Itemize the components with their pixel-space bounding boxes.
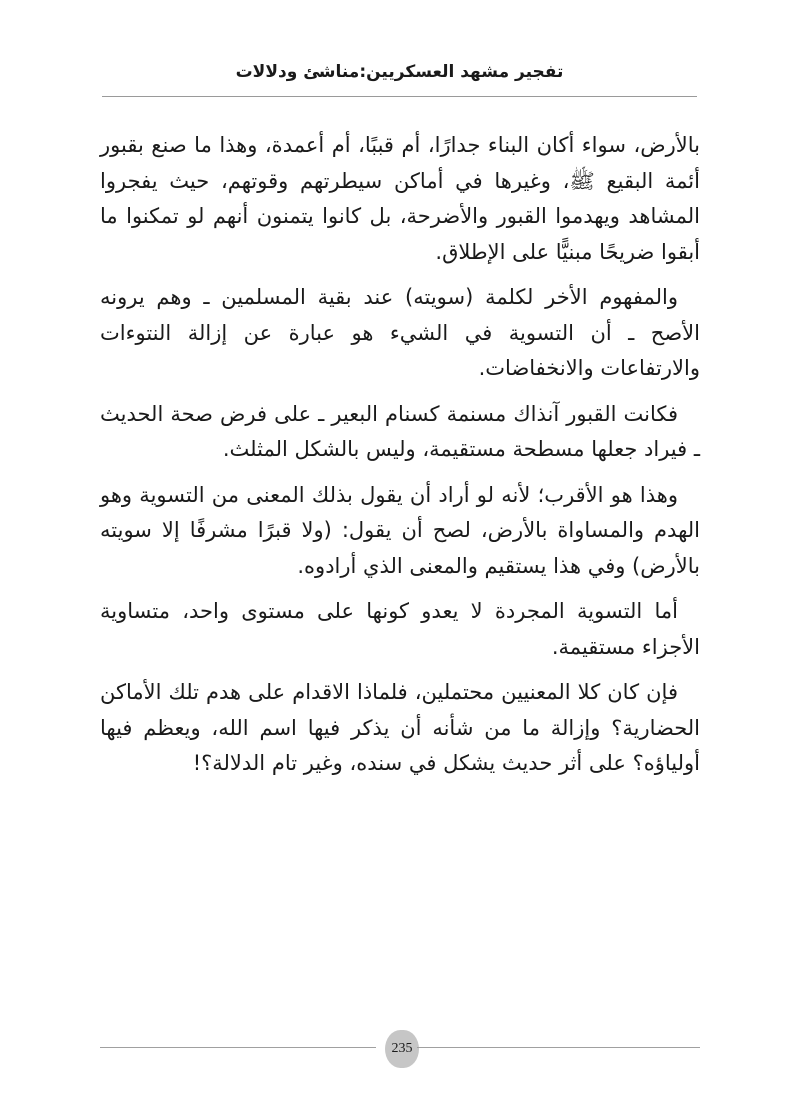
page-number: 235	[391, 1041, 413, 1056]
paragraph-2: والمفهوم الأخر لكلمة (سويته) عند بقية المسلمين ـ وهم يرونه الأصح ـ أن التسوية في الشيء هو عبارة عن إزالة النتوءات والارتفاعات والانخفاضات.	[100, 285, 700, 380]
footer-rule-left	[100, 1047, 376, 1048]
footer-rule-right	[417, 1047, 700, 1048]
running-header-title: تفجير مشهد العسكريين:مناشئ ودلالات	[235, 62, 564, 82]
header-rule	[102, 96, 697, 97]
page-body	[100, 128, 700, 792]
paragraph-5: أما التسوية المجردة لا يعدو كونها على مستوى واحد، متساوية الأجزاء مستقيمة.	[100, 599, 700, 659]
paragraph-4: وهذا هو الأقرب؛ لأنه لو أراد أن يقول بذلك المعنى من التسوية وهو الهدم والمساواة بالأرض، لصح أن يقول: (ولا قبرًا مشرفًا إلا سويته بالأرض) وفي هذا يستقيم والمعنى الذي أرادوه.	[100, 482, 700, 578]
page-footer	[100, 1028, 700, 1070]
page-number-badge	[385, 1030, 419, 1068]
paragraph-3: فكانت القبور آنذاك مسنمة كسنام البعير ـ على فرض صحة الحديث ـ فيراد جعلها مسطحة مستقيمة، وليس بالشكل المثلث.	[100, 401, 700, 461]
paragraph-6: فإن كان كلا المعنيين محتملين، فلماذا الاقدام على هدم تلك الأماكن الحضارية؟ وإزالة ما من شأنه أن يذكر فيها اسم الله، ويعظم فيها أولياؤه؟ على أثر حديث يشكل في سنده، وغير تام الدلالة؟!	[100, 680, 700, 775]
paragraph-1: بالأرض، سواء أكان البناء جدارًا، أم قببًا، أم أعمدة، وهذا ما صنع بقبور أئمة البقيع ﷺ، وغيرها في أماكن سيطرتهم وقوتهم، حيث يفجروا المشاهد ويهدموا القبور والأضرحة، بل كانوا يتمنون أنهم لو تمكنوا ما أبقوا ضريحًا مبنيًّا على الإطلاق.	[100, 133, 700, 264]
